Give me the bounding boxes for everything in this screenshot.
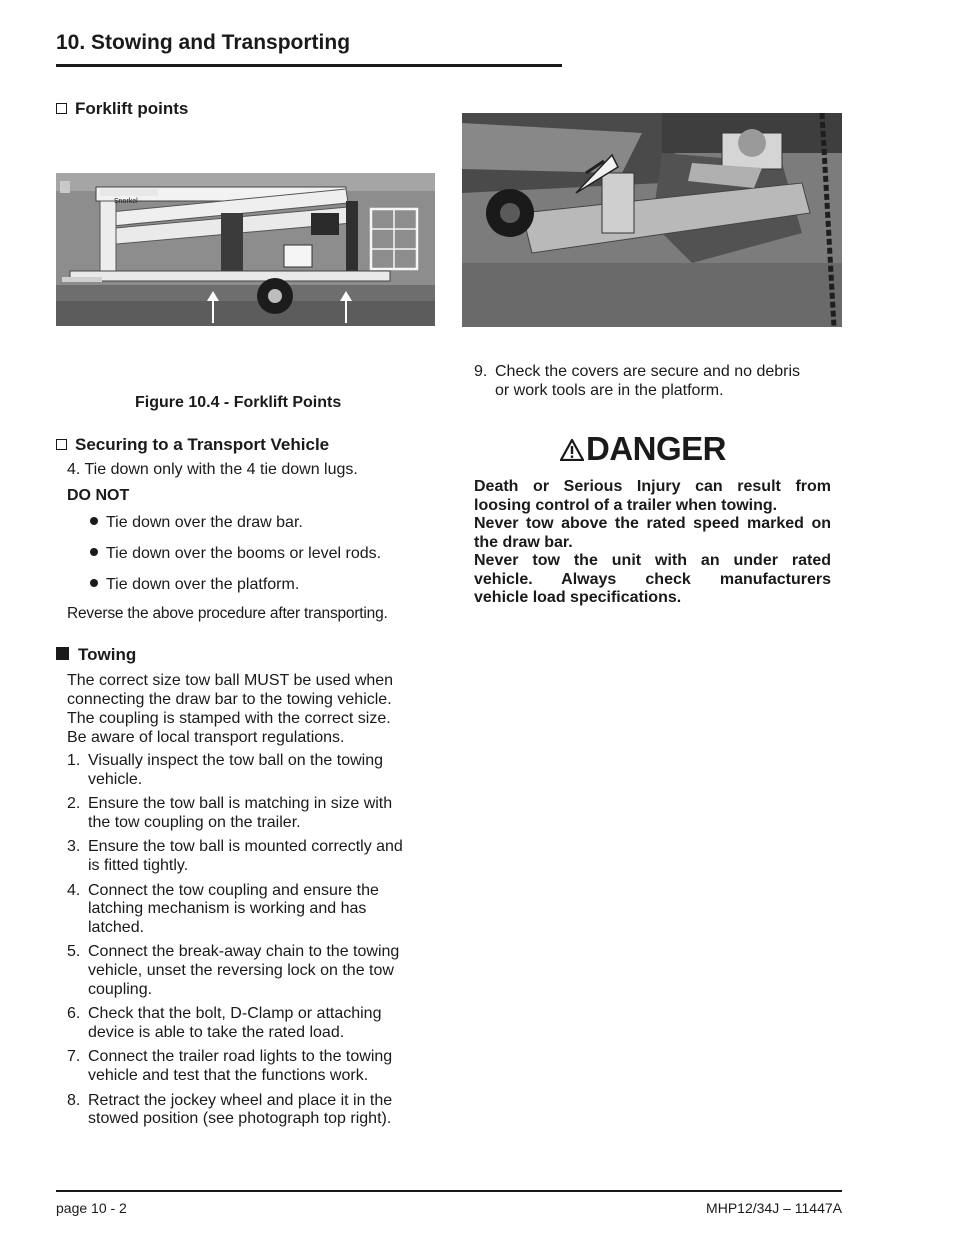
figure-caption: Figure 10.4 - Forklift Points (135, 394, 342, 411)
list-item: 8. Retract the jockey wheel and place it in the stowed position (see photograph top right). (67, 1091, 393, 1128)
checkbox-icon (56, 439, 67, 450)
step-9-list (474, 363, 839, 400)
list-item: 7. Connect the trailer road lights to the towing vehicle and test that the functions work. (67, 1048, 393, 1084)
bullet-icon (90, 517, 98, 525)
bullet-item: Tie down over the booms or level rods. (90, 545, 381, 563)
danger-label: DANGER (586, 430, 727, 467)
list-item: 6. Check that the bolt, D-Clamp or attaching device is able to take the rated load. (67, 1005, 382, 1041)
bullet-item: Tie down over the platform. (90, 576, 299, 594)
square-bullet-icon (56, 647, 69, 660)
list-item: 1. Visually inspect the tow ball on the towing vehicle. (67, 752, 383, 788)
footer-rule (56, 1190, 842, 1192)
list-item: 3. Ensure the tow ball is mounted correctly and is fitted tightly. (67, 838, 403, 874)
photo-brand-label: Snorkel (114, 198, 138, 205)
danger-heading (560, 430, 726, 468)
jockey-wheel-photo (462, 113, 842, 327)
securing-heading (56, 435, 329, 455)
bullet-item: Tie down over the draw bar. (90, 514, 303, 532)
reverse-note: Reverse the above procedure after transporting. (67, 605, 388, 622)
page-header-title: 10. Stowing and Transporting (56, 31, 351, 54)
securing-step-4: 4. Tie down only with the 4 tie down lugs. (67, 461, 358, 478)
list-item: 2. Ensure the tow ball is matching in size with the tow coupling on the trailer. (67, 795, 393, 831)
document-id: MHP12/34J – 11447A (706, 1200, 842, 1216)
do-not-label: DO NOT (67, 487, 130, 504)
warning-triangle-icon (560, 439, 584, 461)
page-number: page 10 - 2 (56, 1200, 127, 1216)
header-rule (56, 64, 562, 67)
towing-intro: The correct size tow ball MUST be used when connecting the draw bar to the towing vehicle. The coupling is stamped with the correct size. Be aware of local transport regulations. (67, 672, 394, 746)
danger-text: Death or Serious Injury can result from loosing control of a trailer when towing. Never tow above the rated speed marked on the draw bar. Never tow the unit with an under rated vehicle. Always check manufacturers vehicle load specifications. (474, 478, 831, 606)
securing-heading-label: Securing to a Transport Vehicle (75, 435, 330, 454)
bullet-icon (90, 548, 98, 556)
towing-heading (56, 645, 136, 665)
lift-machine-illustration (56, 173, 435, 326)
forklift-heading (56, 99, 188, 119)
towing-steps-list (67, 752, 442, 1129)
list-item: 9. Check the covers are secure and no debris or work tools are in the platform. (474, 363, 801, 399)
towing-heading-label: Towing (78, 645, 137, 664)
checkbox-icon (56, 103, 67, 114)
list-item: 4. Connect the tow coupling and ensure the latching mechanism is working and has latched. (67, 881, 379, 936)
list-item: 5. Connect the break-away chain to the towing vehicle, unset the reversing lock on the tow coupling. (67, 943, 400, 998)
bullet-icon (90, 579, 98, 587)
forklift-points-photo (56, 173, 435, 326)
drawbar-illustration (462, 113, 842, 327)
forklift-heading-label: Forklift points (75, 99, 189, 118)
